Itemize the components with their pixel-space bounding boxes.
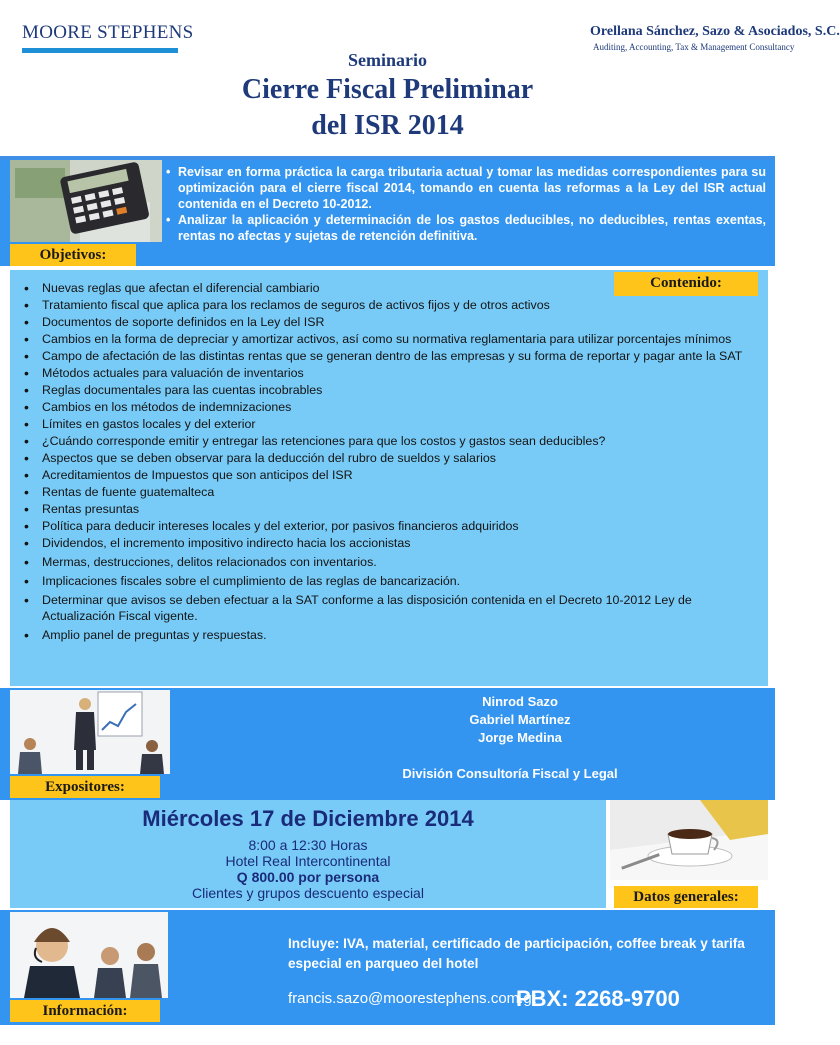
list-item: • Límites en gastos locales y del exterior [24, 416, 764, 432]
list-item: • Métodos actuales para valuación de inventarios [24, 365, 764, 381]
moore-stephens-logo: MOORE STEPHENS [22, 22, 194, 43]
event-time: 8:00 a 12:30 Horas [248, 837, 368, 853]
list-item: • Analizar la aplicación y determinación de los gastos deducibles, no deducibles, rentas exentas, rentas no afectas y sujetas de retención definitiva. [166, 212, 766, 244]
call-center-photo [10, 912, 168, 998]
page-title-line1: Cierre Fiscal Preliminar [241, 74, 534, 105]
page-title-line2: del ISR 2014 [311, 110, 464, 141]
list-item: • Documentos de soporte definidos en la Ley del ISR [24, 314, 764, 330]
list-item: • Nuevas reglas que afectan el diferencial cambiario [24, 280, 764, 296]
calculator-icon [10, 160, 162, 242]
list-item: • Cambios en los métodos de indemnizaciones [24, 399, 764, 415]
seminar-kicker: Seminario [348, 50, 427, 70]
list-item: • ¿Cuándo corresponde emitir y entregar las retenciones para que los costos y gastos sean deducibles? [24, 433, 764, 449]
contact-phone[interactable]: PBX: 2268-9700 [516, 986, 680, 1011]
event-details-label: Datos generales: [614, 886, 758, 908]
list-item: • Rentas presuntas [24, 501, 764, 517]
list-item: • Campo de afectación de las distintas rentas que se generan dentro de las empresas y su forma de reportar y pagar ante la SAT [24, 348, 764, 364]
orellana-tagline: Auditing, Accounting, Tax & Management Consultancy [593, 42, 795, 52]
event-discount: Clientes y grupos descuento especial [192, 885, 424, 901]
list-item: • Tratamiento fiscal que aplica para los reclamos de seguros de activos fijos y de otros activos [24, 297, 764, 313]
includes-text: Incluye: IVA, material, certificado de participación, coffee break y tarifa especial en parqueo del hotel [288, 936, 745, 971]
objectives-label: Objetivos: [10, 244, 136, 266]
list-item: • Aspectos que se deben observar para la deducción del rubro de sueldos y salarios [24, 450, 764, 466]
list-item: • Implicaciones fiscales sobre el cumplimiento de las reglas de bancarización. [24, 573, 764, 589]
list-item: • Dividendos, el incremento impositivo indirecto hacia los accionistas [24, 535, 764, 551]
speaker-name: Jorge Medina [478, 730, 562, 745]
contact-email[interactable]: francis.sazo@moorestephens.com.gt [288, 990, 536, 1007]
list-item: • Política para deducir intereses locales y del exterior, por pasivos financieros adquiridos [24, 518, 764, 534]
event-date: Miércoles 17 de Diciembre 2014 [142, 806, 474, 831]
coffee-photo [610, 800, 768, 880]
list-item: • Acreditamientos de Impuestos que son anticipos del ISR [24, 467, 764, 483]
event-venue: Hotel Real Intercontinental [225, 853, 391, 869]
orellana-logo: Orellana Sánchez, Sazo & Asociados, S.C. [590, 24, 840, 39]
speakers-label: Expositores: [10, 776, 160, 798]
calculator-photo [10, 160, 162, 242]
speaker-name: Ninrod Sazo [482, 694, 558, 709]
content-label: Contenido: [614, 272, 758, 296]
list-item: • Cambios en la forma de depreciar y amortizar activos, así como su normativa reglamentaria para utilizar porcentajes mínimos [24, 331, 764, 347]
content-list [24, 280, 764, 644]
list-item: • Determinar que avisos se deben efectuar a la SAT conforme a las disposición contenida en el Decreto 10-2012 Ley de Actualización Fiscal vigente. [24, 592, 764, 624]
list-item: • Revisar en forma práctica la carga tributaria actual y tomar las medidas correspondientes para su optimización para el cierre fiscal 2014, tomando en cuenta las reformas a la Ley del ISR actual contenida en el Decreto 10-2012. [166, 164, 766, 212]
objectives-list [166, 164, 766, 244]
list-item: • Amplio panel de preguntas y respuestas. [24, 627, 764, 643]
presenter-icon [10, 690, 170, 774]
speaker-name: Gabriel Martínez [469, 712, 571, 727]
info-label: Información: [10, 1000, 160, 1022]
speakers-division: División Consultoría Fiscal y Legal [402, 766, 618, 781]
list-item: • Reglas documentales para las cuentas incobrables [24, 382, 764, 398]
headset-agents-icon [10, 912, 168, 998]
event-price: Q 800.00 por persona [236, 869, 380, 885]
list-item: • Mermas, destrucciones, delitos relacionados con inventarios. [24, 554, 764, 570]
list-item: • Rentas de fuente guatemalteca [24, 484, 764, 500]
presentation-photo [10, 690, 170, 774]
coffee-cup-icon [610, 800, 768, 880]
